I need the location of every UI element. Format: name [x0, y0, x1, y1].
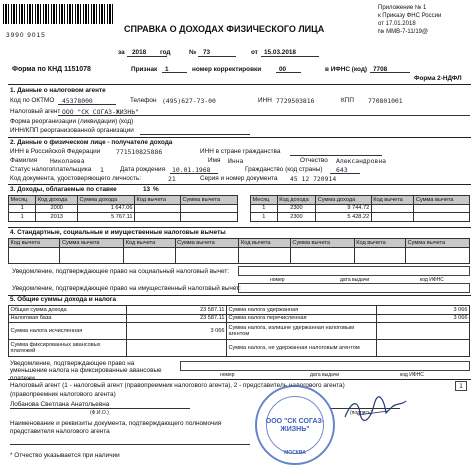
- birth-label: Дата рождения: [120, 166, 166, 173]
- cell-income-sum: 5 767.11: [78, 213, 135, 222]
- patronymic-footnote: * Отчество указывается при наличии: [10, 452, 120, 459]
- date-label: от: [251, 49, 258, 56]
- sign-label: Признак: [131, 66, 158, 73]
- fixed-ifns-col: код ИФНС: [400, 372, 424, 378]
- kpp-value: 770801001: [368, 97, 403, 105]
- tax-base-label: Налоговая база: [9, 314, 127, 323]
- totals-table: [8, 305, 470, 357]
- patronymic-label: Отчество: [300, 157, 328, 164]
- stamp-city: МОСКВА: [284, 450, 306, 456]
- social-ifns-col: код ИФНС: [420, 277, 444, 283]
- col-deduction-sum: Сумма вычета: [414, 196, 470, 205]
- phone-value: (495)627-73-00: [162, 97, 216, 105]
- year-value: 2018: [132, 49, 147, 56]
- knd-label: Форма по КНД 1151078: [12, 66, 91, 73]
- name-value: Инна: [228, 157, 244, 165]
- successor-label: (правопреемник налогового агента): [10, 391, 116, 398]
- table-row: [9, 314, 470, 323]
- col-deduction-sum: Сумма вычета: [290, 239, 354, 248]
- col-month: Месяц: [9, 196, 36, 205]
- cell-deduction-code: [134, 213, 180, 222]
- doc-code-value: 21: [168, 175, 176, 183]
- name-label: Имя: [208, 157, 221, 164]
- fixed-number-col: номер: [220, 372, 235, 378]
- social-notice-label: Уведомление, подтверждающее право на социальный налоговый вычет:: [12, 268, 230, 275]
- inn-rf-value: 771510825886: [116, 148, 163, 156]
- year-suffix: год: [160, 49, 171, 56]
- fixed-advance-value: [127, 340, 227, 357]
- barcode-number: 3990 9015: [6, 32, 46, 39]
- cell-income-sum: 9 744.72: [316, 204, 372, 213]
- tax-withheld-value: 3 066: [377, 306, 470, 315]
- kpp-label: КПП: [341, 97, 354, 104]
- agent-inn-value: 7729503816: [276, 97, 315, 105]
- total-income-label: Общая сумма дохода: [9, 306, 127, 315]
- cell-month: 1: [9, 213, 36, 222]
- tax-withheld-label: Сумма налога удержанная: [227, 306, 377, 315]
- signature-icon: [340, 395, 410, 425]
- social-number-col: номер: [270, 277, 285, 283]
- oktmo-label: Код по ОКТМО: [10, 97, 55, 104]
- cell-month: 1: [251, 213, 278, 222]
- cell-deduction-sum: [414, 204, 470, 213]
- tax-calculated-label: Сумма налога исчисленная: [9, 323, 127, 340]
- section2-title: 2. Данные о физическом лице - получателе дохода: [10, 139, 173, 146]
- number-label: №: [189, 49, 197, 56]
- section1-title: 1. Данные о налоговом агенте: [10, 87, 106, 94]
- citizenship-label: Гражданство (код страны): [245, 166, 323, 173]
- social-date-col: дата выдачи: [340, 277, 370, 283]
- signature-caption: (подпись): [350, 410, 373, 416]
- section4-title: 4. Стандартные, социальные и имущественные налоговые вычеты: [10, 229, 226, 236]
- fixed-advance-notice: Уведомление, подтверждающее право на уменьшение налога на фиксированные авансовые: [10, 360, 162, 375]
- oktmo-value: 45378000: [62, 97, 93, 105]
- cell-month: 1: [251, 204, 278, 213]
- income-table-right: [250, 195, 470, 222]
- income-table-right-header: [251, 196, 470, 205]
- tax-transferred-value: 3 066: [377, 314, 470, 323]
- col-deduction-sum: Сумма вычета: [60, 239, 124, 248]
- tax-notwithheld-value: [377, 340, 470, 357]
- surname-value: Николаева: [50, 157, 85, 165]
- cell-income-code: 2013: [36, 213, 78, 222]
- deductions-table: [8, 238, 470, 264]
- table-row: [9, 204, 238, 213]
- birth-value: 10.01.1968: [172, 166, 211, 174]
- tax-overwithheld-label: Сумма налога, излишне удержанная налоговым агентом: [227, 323, 377, 340]
- fixed-date-col: дата выдачи: [310, 372, 340, 378]
- tax-notwithheld-label: Сумма налога, не удержанная налоговым агентом: [227, 340, 377, 357]
- year-label: за: [118, 49, 125, 56]
- table-row: [9, 213, 238, 222]
- appendix-line-1: Приложение № 1: [378, 5, 427, 11]
- cell-income-code: 2000: [36, 204, 78, 213]
- table-row: [251, 213, 470, 222]
- document-title: СПРАВКА О ДОХОДАХ ФИЗИЧЕСКОГО ЛИЦА: [124, 24, 325, 34]
- income-table-left-header: [9, 196, 238, 205]
- rate-suffix: %: [153, 186, 159, 193]
- header-rule: [8, 84, 471, 85]
- doc-label: Код документа, удостоверяющего личность:: [10, 175, 142, 182]
- col-deduction-code: Код вычета: [9, 239, 60, 248]
- fio-caption: (Ф.И.О.): [90, 410, 109, 416]
- ifns-label: в ИФНС (код): [325, 66, 368, 73]
- phone-label: Телефон: [130, 97, 157, 104]
- appendix-line-4: № ММВ-7-11/19@: [378, 29, 429, 35]
- col-deduction-code: Код вычета: [354, 239, 405, 248]
- cell-deduction-sum: [181, 204, 238, 213]
- inn-rf-label: ИНН в Российской Федерации: [10, 148, 101, 155]
- fio-value: Лобанова Светлана Анатольевна: [10, 401, 110, 408]
- cell-month: 1: [9, 204, 36, 213]
- number-value: 73: [203, 49, 211, 56]
- col-income-sum: Сумма дохода: [78, 196, 135, 205]
- col-deduction-sum: Сумма вычета: [406, 239, 470, 248]
- agent-type-label: Налоговый агент (1 - налоговый агент (правопреемник налогового агента), 2 - представитель налогового агента): [10, 382, 345, 389]
- correction-value: 00: [279, 66, 287, 73]
- surname-label: Фамилия: [10, 157, 38, 164]
- inn-foreign-label: ИНН в стране гражданства: [200, 148, 281, 155]
- citizenship-value: 643: [336, 166, 348, 174]
- cell-deduction-code: [371, 213, 414, 222]
- income-table-left: [8, 195, 238, 222]
- section4-rule: [8, 227, 471, 228]
- property-notice-label: Уведомление, подтверждающее право на имущественный налоговый вычет:: [12, 285, 241, 292]
- col-deduction-sum: Сумма вычета: [181, 196, 238, 205]
- rate-value: 13: [143, 186, 151, 193]
- barcode: [3, 4, 113, 24]
- table-row: [9, 247, 470, 263]
- property-notice-box: [238, 283, 470, 293]
- appendix-line-2: к Приказу ФНС России: [378, 13, 442, 19]
- col-deduction-code: Код вычета: [134, 196, 180, 205]
- table-row: [251, 204, 470, 213]
- fixed-notice-box: [180, 361, 470, 371]
- col-deduction-code: Код вычета: [124, 239, 175, 248]
- appendix-line-3: от 17.01.2018: [378, 21, 416, 27]
- patronymic-value: Александровна: [336, 157, 387, 165]
- deductions-table-header: [9, 239, 470, 248]
- col-income-code: Код дохода: [36, 196, 78, 205]
- col-month: Месяц: [251, 196, 278, 205]
- correction-label: номер корректировки: [192, 66, 262, 73]
- series-label: Серия и номер документа: [200, 175, 278, 182]
- agent-inn-label: ИНН: [258, 97, 272, 104]
- fixed-advance-label: Сумма фиксированных авансовых платежей: [9, 340, 127, 357]
- status-label: Статус налогоплательщика: [10, 166, 92, 173]
- reorg-inn-label: ИНН/КПП реорганизованной организации: [10, 127, 134, 134]
- agent-label: Налоговый агент: [10, 108, 61, 115]
- cell-deduction-sum: [181, 213, 238, 222]
- col-deduction-sum: Сумма вычета: [175, 239, 239, 248]
- inn-foreign-box: [290, 146, 382, 156]
- cell-income-sum: 1 647.06: [78, 204, 135, 213]
- cell-deduction-sum: [414, 213, 470, 222]
- form-name: Форма 2-НДФЛ: [414, 75, 462, 82]
- col-deduction-code: Код вычета: [371, 196, 414, 205]
- tax-base-value: 23 587.11: [127, 314, 227, 323]
- document-line-1: Наименование и реквизиты документа, подтверждающего полномочия: [10, 420, 222, 427]
- col-income-code: Код дохода: [277, 196, 315, 205]
- total-income-value: 23 587.11: [127, 306, 227, 315]
- section3-title: 3. Доходы, облагаемые по ставке: [10, 186, 117, 193]
- cell-income-code: 2300: [277, 204, 315, 213]
- ifns-value: 7708: [373, 66, 388, 73]
- section5-title: 5. Общие суммы дохода и налога: [10, 296, 117, 303]
- sign-value: 1: [165, 66, 169, 73]
- cell-deduction-code: [134, 204, 180, 213]
- section3-rule: [8, 184, 471, 185]
- reorg-inn-box: [140, 125, 250, 135]
- footer-rule: [8, 379, 471, 380]
- date-value: 15.03.2018: [264, 49, 296, 56]
- section2-rule: [8, 137, 471, 138]
- document-field: [10, 435, 250, 445]
- table-row: [9, 306, 470, 315]
- status-value: 1: [100, 166, 104, 174]
- social-notice-box: [238, 266, 470, 276]
- reorg-label: Форма реорганизации (ликвидации) (код): [10, 118, 134, 125]
- document-line-2: представителя налогового агента: [10, 428, 110, 435]
- tax-overwithheld-value: [377, 323, 470, 340]
- cell-deduction-code: [371, 204, 414, 213]
- cell-income-sum: 5 428.22: [316, 213, 372, 222]
- agent-value: ООО "СК СОГАЗ-ЖИЗНЬ": [62, 108, 139, 116]
- cell-income-code: 2300: [277, 213, 315, 222]
- series-value: 45 12 720914: [290, 175, 337, 183]
- tax-calculated-value: 3 066: [127, 323, 227, 340]
- table-row: [9, 323, 470, 340]
- table-row: [9, 340, 470, 357]
- col-income-sum: Сумма дохода: [316, 196, 372, 205]
- agent-type-value: 1: [459, 382, 463, 390]
- stamp-company-name: ООО "СК СОГАЗ-ЖИЗНЬ": [265, 418, 325, 433]
- tax-transferred-label: Сумма налога перечисленная: [227, 314, 377, 323]
- col-deduction-code: Код вычета: [239, 239, 290, 248]
